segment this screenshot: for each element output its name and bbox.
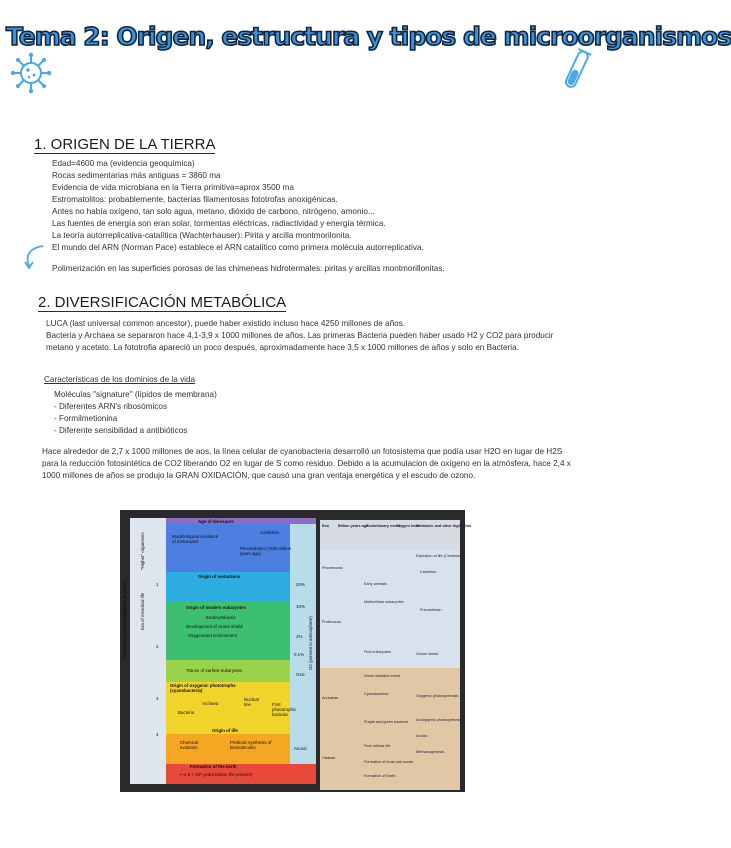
text-line: Rocas sedimentarias más antiguas = 3860 ma [52,171,221,180]
note-label: Ozone shield [416,652,439,656]
text-line: Edad=4600 ma (evidencia geoquímica) [52,159,195,168]
eon-label: Archaean [322,696,339,700]
event-label: Multicellular eukaryotes [364,600,404,604]
note-label: Anoxygenic photosynthesis [416,718,463,722]
figure-label: Oxygenated environment [188,633,238,638]
axis-tick: 2 [156,644,159,649]
event-label: Purple and green bacteria [364,720,408,724]
event-label: Great oxidation event [364,674,401,678]
figure-label: Origin of oxygenic phototrophs (cyanobacteria) [170,683,236,693]
figure-label: Chemical evolution [180,740,199,750]
figure-label: Prebiotic synthesis of biomolecules [230,740,272,750]
o2-tick: 20% [296,582,305,587]
figure-label: Traces of earliest eukaryotes [186,668,243,673]
figure-label: (~4.6 × 10⁹ years before the present) [180,772,253,777]
list-item: - Formilmetionina [54,414,118,423]
note-label: Precambrian [420,608,442,612]
figure-label: Origin of metazoans [198,574,241,579]
section-heading-diversificacion: 2. DIVERSIFICACIÓN METABÓLICA [38,294,287,311]
text-line: Estromatolitos: probablemente, bacterias filamentosas fototrofas anoxigénicas. [52,195,338,204]
section-heading-origen: 1. ORIGEN DE LA TIERRA [34,136,216,153]
paragraph-gran-oxidacion: Hace alrededor de 2,7 x 1000 millones de aos, la línea celular de cyanobacteria desarrolló un fotosistema que podía usar H2O en lugar de H2S para la reducción fotosintética de CO2 liberando O2 en lugar de S como residuo. Debido a la acumulacion de oxígeno en la atmósfera, hace 2,4 x 1000 millones de años se produjo la GRAN OXIDACIÓN, que causó una gran ventaja energética y el escudo de ozono. [42,447,571,481]
paragraph-luca: LUCA (last universal common ancestor), puede haber existido incluso hace 4250 millones de años. [46,319,406,328]
right-header: Oxygen level [396,524,420,528]
figure-label: Origin of life [212,728,238,733]
left-axis-label: Time before present (billions of years) [122,580,127,660]
paragraph-bacteria-archaea: Bacteria y Archaea se separaron hace 4,1-3,9 x 1000 millones de años. Las primeras Bacteria pueden haber usado H2 y CO2 para producir metano y acetato. La fototrofia apareció un poco después, aproximadamente hace 3,5 x 1000 millones de años y solo en Bacteria. [46,331,554,353]
event-label: Formation of Earth [364,774,396,778]
text-line: El mundo del ARN (Norman Pace) establece el ARN catalítico como primera molécula autorreplicativa. [52,243,424,252]
figure-label: Age of dinosaurs [198,519,234,524]
o2-tick: Oxic [296,672,305,677]
axis-tick: 3 [156,696,159,701]
list-item: - Diferentes ARN's ribosómicos [54,402,168,411]
test-tube-icon [562,48,590,94]
note-label: Explosion of life (Cambrian) [416,554,463,558]
note-label: Cambrian [420,570,437,574]
axis-tick: 1 [156,582,159,587]
o2-tick: 0.1% [294,652,305,657]
figure-label: Nuclear line [244,697,260,707]
o2-tick: 10% [296,604,305,609]
note-label: Anoxic [416,734,428,738]
figure-label: Cambrian [260,530,280,535]
figure-label: First phototrophic bacteria [272,702,297,717]
o2-tick: 1% [296,634,303,639]
eon-label: Proterozoic [322,620,342,624]
inner-axis-label: Era of microbial life [140,592,145,630]
event-label: Early animals [364,582,387,586]
right-header: Eon [322,524,330,528]
text-line: Las fuentes de energía son eran solar, tormentas eléctricas, radiactividad y energía térmica. [52,219,386,228]
figure-label: Morphological evolution of metazoans [172,534,219,544]
text-line: Evidencia de vida microbiana en la Tierra primitiva=aprox 3500 ma [52,183,294,192]
event-label: First eukaryotes [364,650,392,654]
o2-tick: Anoxic [294,746,308,751]
figure-label: Archaea [202,701,219,706]
figure-label: Endosymbiosis [206,615,236,620]
higher-organisms-label: "Higher" organisms [140,532,145,570]
event-label: First cellular life [364,744,391,748]
note-label: Oxygenic photosynthesis [416,694,459,698]
right-header: Evolutionary event [366,524,400,528]
figure-label: Bacteria [178,710,195,715]
event-label: Formation of crust and ocean [364,760,414,764]
list-item: Moléculas "signature" (lípidos de membrana) [54,390,217,399]
figure-label: Development of ozone shield [186,624,243,629]
subheading-dominios: Características de los dominios de la vida [44,375,196,384]
figure-label: Origin of modern eukaryotes [186,605,247,610]
right-header: Metabolic and other highlights [416,524,472,528]
event-label: Cyanobacteria [364,692,389,696]
curved-arrow-icon [23,244,47,270]
eon-label: Hadean [322,756,336,760]
text-line-polimerizacion: Polimerización en las superficies porosas de las chimeneas hidrotermales: piritas y arcillas montmorillonitas. [52,264,445,273]
text-line: Antes no había oxígeno, tan solo agua, metano, dióxido de carbono, nitrógeno, amonio... [52,207,375,216]
page-title: Tema 2: Origen, estructura y tipos de microorganismos [6,22,731,51]
o2-axis-label: O2 (percent in atmosphere) [308,616,313,670]
figure-label: Formation of the earth [190,764,237,769]
figure-label: Precambrian (>500 million years ago) [240,546,292,556]
list-item: - Diferente sensibilidad a antibióticos [54,426,188,435]
text-line: La teoría autorreplicativa-catalítica (Wachterhauser): Pirita y arcilla montmorilonita. [52,231,352,240]
timeline-figure [120,510,472,792]
virus-icon [10,52,52,94]
eon-label: Phanerozoic [322,566,344,570]
note-label: Methanogenesis [416,750,444,754]
axis-tick: 4 [156,732,159,737]
right-header: Billion years ago [338,524,369,528]
